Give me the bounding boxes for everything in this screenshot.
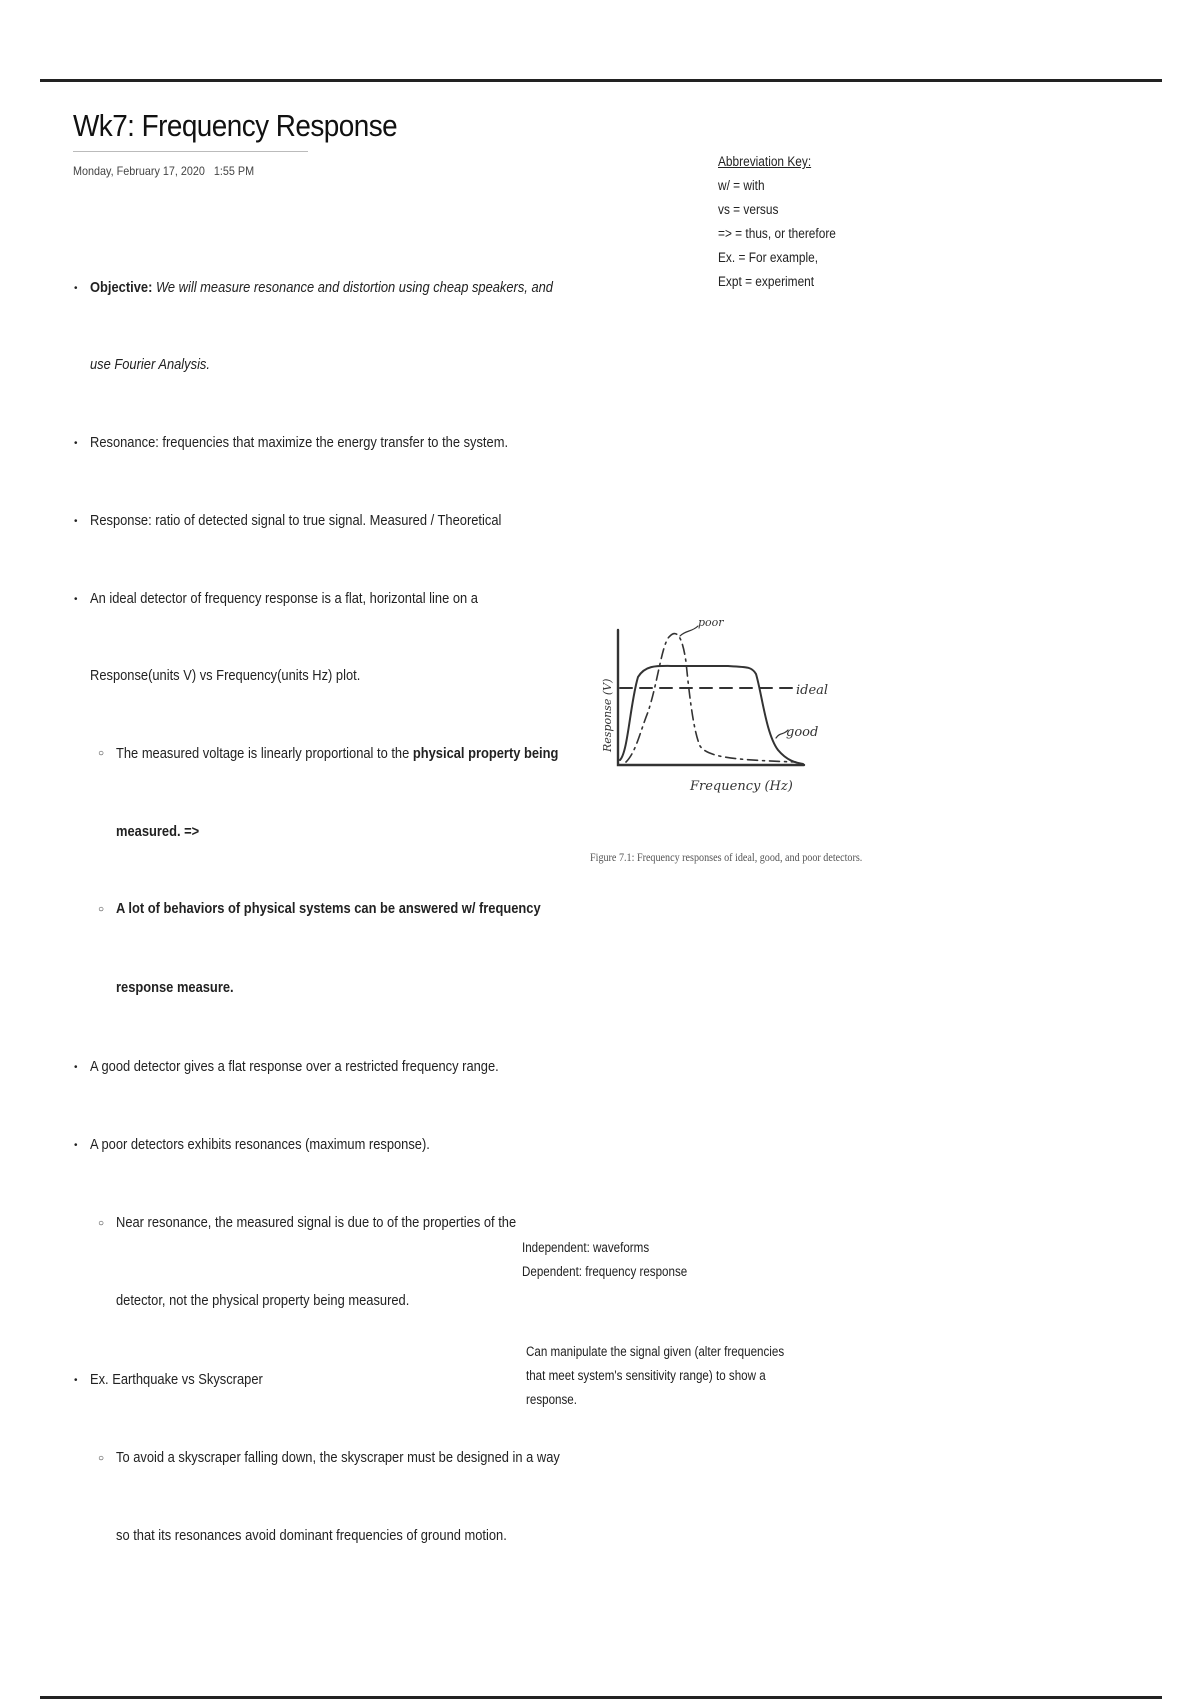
title-underline <box>73 151 308 152</box>
top-rule <box>40 79 1162 82</box>
sub-bullet-icon: ○ <box>98 1218 105 1229</box>
measured-voltage-bold: physical property being <box>412 745 559 762</box>
resonance-definition: Resonance: frequencies that maximize the energy transfer to the system. <box>90 434 509 451</box>
bullet-icon: • <box>74 1375 78 1386</box>
bullet-icon: • <box>74 1140 78 1151</box>
abbreviation-item: Ex. = For example, <box>718 250 819 265</box>
poor-response-curve <box>626 634 796 762</box>
objective-text: We will measure resonance and distortion using cheap speakers, and <box>155 279 553 296</box>
x-axis-label: Frequency (Hz) <box>690 779 793 794</box>
bullet-icon: • <box>74 594 78 605</box>
near-resonance-line: Near resonance, the measured signal is due to of the properties of the <box>116 1214 517 1231</box>
bullet-icon: • <box>74 516 78 527</box>
objective-label: Objective: <box>90 279 153 296</box>
time-text: 1:55 PM <box>213 164 255 178</box>
sub-bullet-icon: ○ <box>98 904 105 915</box>
variables-note <box>522 1236 687 1284</box>
abbreviation-item: => = thus, or therefore <box>718 226 836 241</box>
page-title: Wk7: Frequency Response <box>73 108 398 143</box>
ideal-label: ideal <box>796 683 829 698</box>
manipulation-line: response. <box>526 1392 577 1407</box>
figure-caption: Figure 7.1: Frequency responses of ideal, good, and poor detectors. <box>590 852 863 864</box>
poor-pointer <box>680 626 698 636</box>
near-resonance-line-continued: detector, not the physical property being measured. <box>116 1292 410 1309</box>
response-definition: Response: ratio of detected signal to true signal. Measured / Theoretical <box>90 512 502 529</box>
manipulation-line: that meet system's sensitivity range) to show a <box>526 1368 766 1383</box>
frequency-response-sketch <box>578 612 850 852</box>
measured-voltage-line <box>116 745 558 762</box>
measured-voltage-continued: measured. => <box>116 823 200 840</box>
frequency-response-figure <box>578 612 850 852</box>
ideal-detector-line-continued: Response(units V) vs Frequency(units Hz) plot. <box>90 667 361 684</box>
axes-lines <box>618 630 804 765</box>
manipulation-note <box>526 1340 784 1412</box>
dependent-variable: Dependent: frequency response <box>522 1264 688 1279</box>
independent-variable: Independent: waveforms <box>522 1240 650 1255</box>
good-label: good <box>786 725 819 740</box>
behaviors-line-continued: response measure. <box>116 979 234 996</box>
bullet-icon: • <box>74 438 78 449</box>
bullet-icon: • <box>74 1062 78 1073</box>
date-text: Monday, February 17, 2020 <box>73 164 205 178</box>
page-date <box>73 164 254 178</box>
skyscraper-line: To avoid a skyscraper falling down, the skyscraper must be designed in a way <box>116 1449 560 1466</box>
abbreviation-item: vs = versus <box>718 202 779 217</box>
sub-bullet-icon: ○ <box>98 1453 105 1464</box>
sub-bullet-icon: ○ <box>98 748 105 759</box>
example-line: Ex. Earthquake vs Skyscraper <box>90 1371 263 1388</box>
ideal-detector-line: An ideal detector of frequency response is a flat, horizontal line on a <box>90 590 478 607</box>
abbreviation-item: w/ = with <box>718 178 765 193</box>
skyscraper-line-continued: so that its resonances avoid dominant frequencies of ground motion. <box>116 1527 507 1544</box>
poor-detector-line: A poor detectors exhibits resonances (maximum response). <box>90 1136 430 1153</box>
poor-label: poor <box>698 616 724 629</box>
good-detector-line: A good detector gives a flat response over a restricted frequency range. <box>90 1058 499 1075</box>
objective-line <box>90 279 553 296</box>
bullet-icon: • <box>74 283 78 294</box>
measured-voltage-text: The measured voltage is linearly proportional to the <box>116 745 413 762</box>
abbreviation-item: Expt = experiment <box>718 274 815 289</box>
y-axis-label: Response (V) <box>601 678 614 752</box>
abbreviation-key-heading: Abbreviation Key: <box>718 154 812 169</box>
manipulation-line: Can manipulate the signal given (alter frequencies <box>526 1344 785 1359</box>
bottom-rule <box>40 1696 1162 1699</box>
behaviors-line: A lot of behaviors of physical systems can be answered w/ frequency <box>116 900 541 917</box>
abbreviation-key <box>718 150 836 294</box>
objective-text-continued: use Fourier Analysis. <box>90 356 210 373</box>
